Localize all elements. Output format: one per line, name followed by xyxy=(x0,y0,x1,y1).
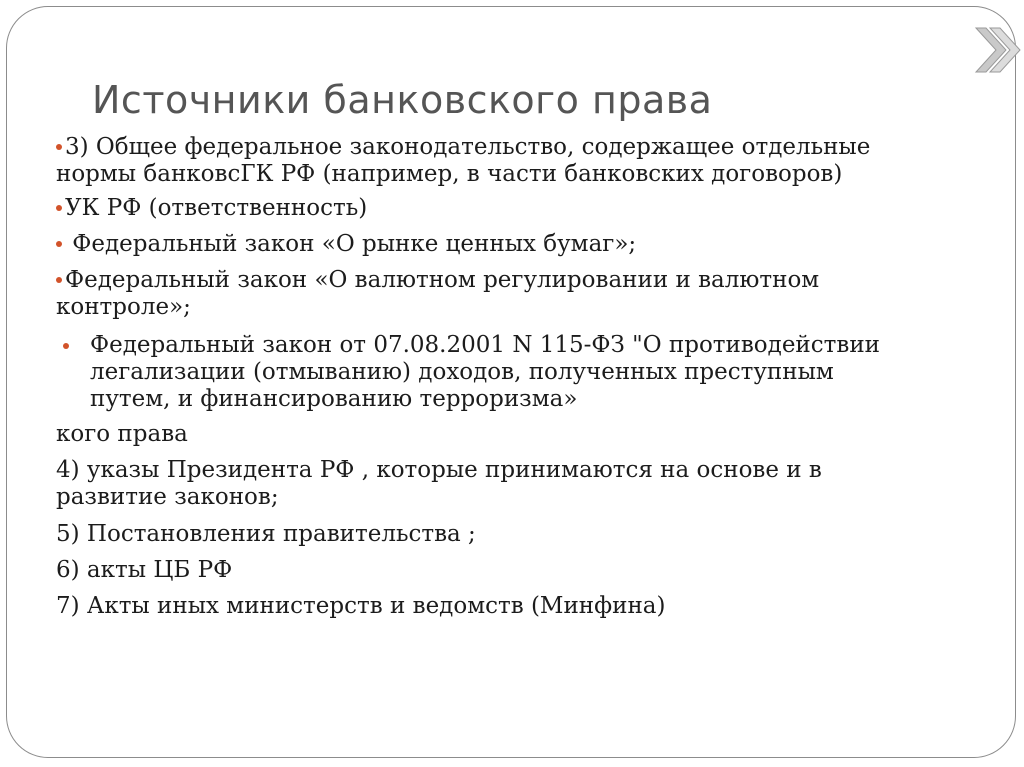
list-item: УК РФ (ответственность) xyxy=(56,195,946,222)
bullet-icon xyxy=(63,343,69,349)
list-item: 7) Акты иных министерств и ведомств (Минфина) xyxy=(56,593,666,619)
double-chevron-right-icon xyxy=(966,24,1022,76)
list-item: Федеральный закон «О рынке ценных бумаг»; xyxy=(56,231,946,258)
bullet-icon xyxy=(56,277,62,283)
list-item: 5) Постановления правительства ; xyxy=(56,521,476,547)
list-item: 3) Общее федеральное законодательство, содержащее отдельные нормы банковсГК РФ (например, в части банковских договоров) xyxy=(56,134,871,187)
slide-content xyxy=(56,134,946,620)
bullet-icon xyxy=(56,144,62,150)
list-item: кого права xyxy=(56,421,188,447)
slide-title: Источники банковского права xyxy=(92,78,713,122)
list-item: 4) указы Президента РФ , которые принимаются на основе и в развитие законов; xyxy=(56,457,822,510)
list-item: Федеральный закон от 07.08.2001 N 115-ФЗ "О противодействии легализации (отмыванию) доходов, полученных преступным путем, и финансированию терроризма» xyxy=(56,332,946,413)
bullet-icon xyxy=(56,205,62,211)
list-item: Федеральный закон «О валютном регулировании и валютном контроле»; xyxy=(56,267,820,320)
bullet-icon xyxy=(56,241,62,247)
list-item: 6) акты ЦБ РФ xyxy=(56,557,233,583)
